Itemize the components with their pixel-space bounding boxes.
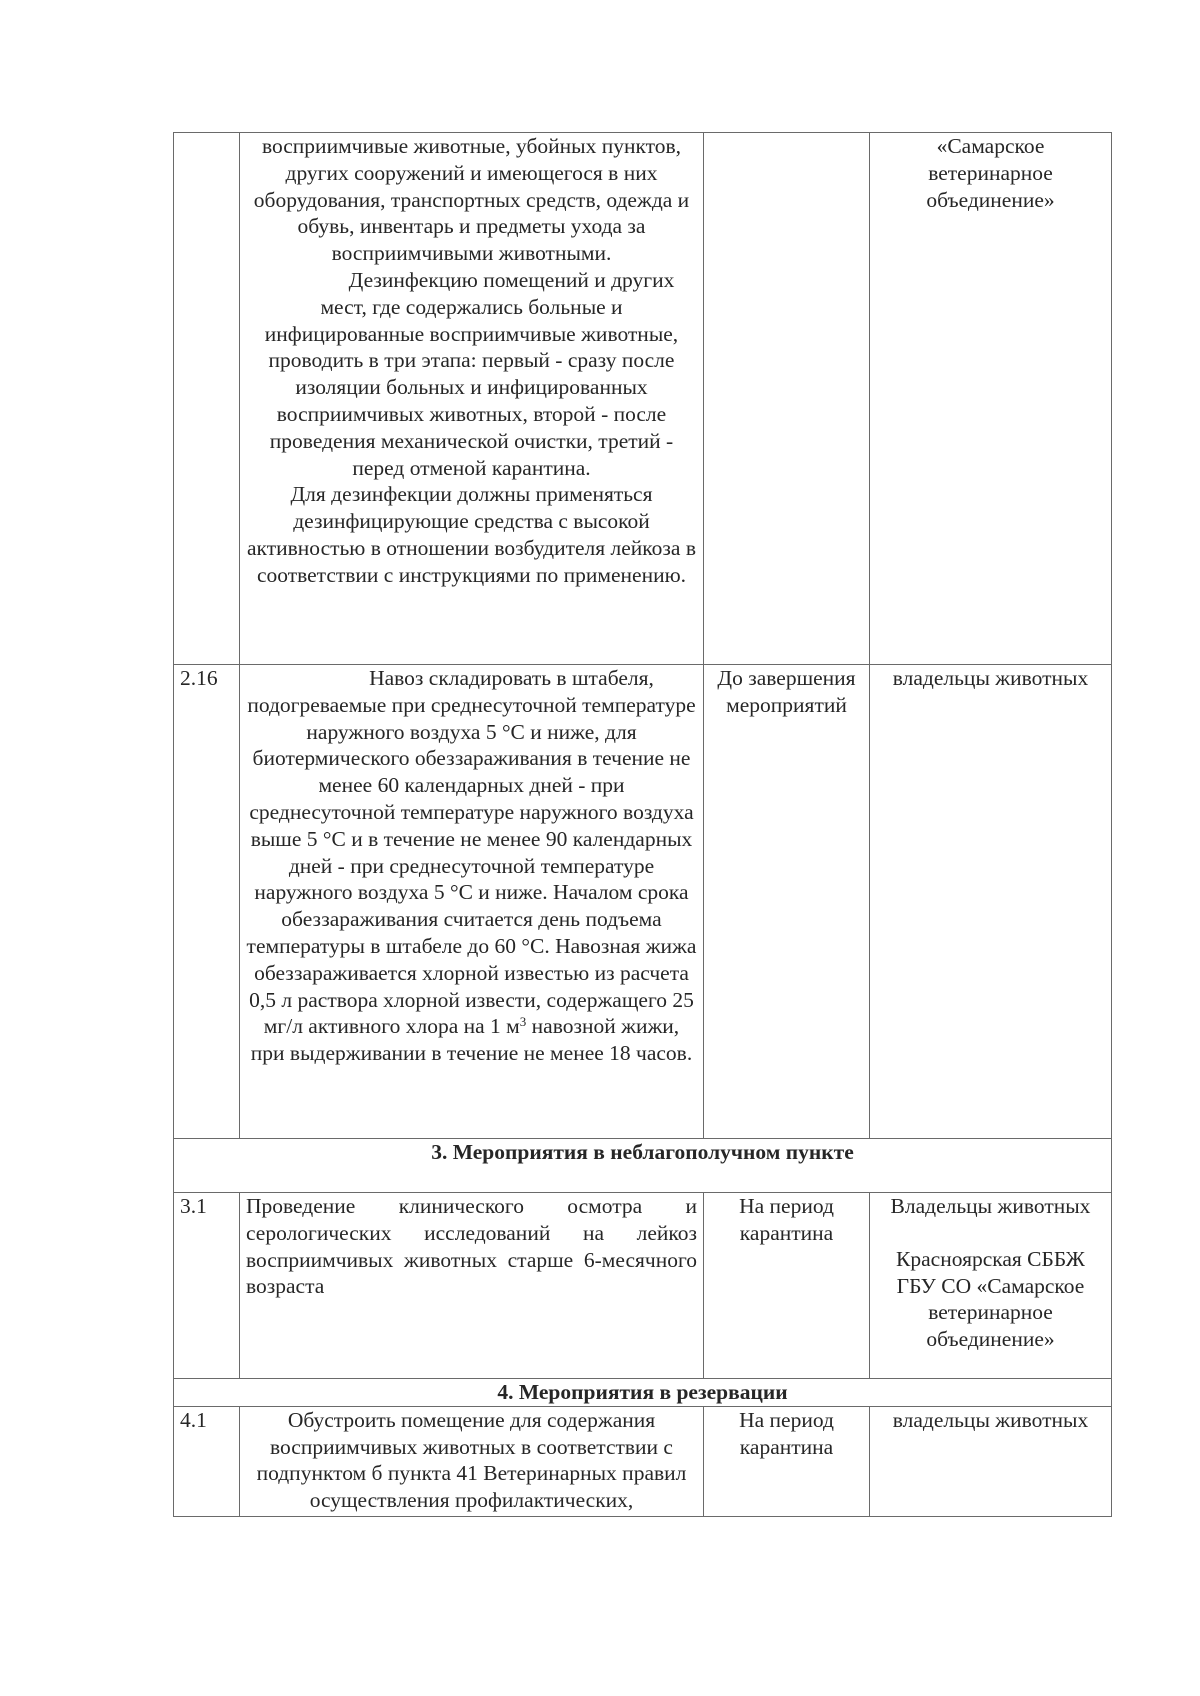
responsible-service: Красноярская СББЖ ГБУ СО «Самарское ветеринарное объединение» [896, 1246, 1085, 1352]
responsible-cell: «Самарское ветеринарное объединение» [870, 133, 1112, 665]
responsible-cell: владельцы животных [870, 1406, 1112, 1516]
spacer [876, 1220, 1105, 1246]
table-row-4-1 [174, 1406, 1112, 1516]
table-row-continuation [174, 133, 1112, 665]
section-heading-row [174, 1379, 1112, 1407]
row-number-cell: 4.1 [174, 1406, 240, 1516]
table-row-2-16 [174, 665, 1112, 1139]
measures-table [173, 132, 1112, 1517]
term-cell: На период карантина [704, 1406, 870, 1516]
superscript-cubed: 3 [519, 1014, 527, 1030]
row-number-cell: 3.1 [174, 1193, 240, 1379]
responsible-owner: Владельцы животных [890, 1194, 1091, 1218]
description-cell [240, 665, 704, 1139]
description-paragraph: Для дезинфекции должны применяться дезинфицирующие средства с высокой активностью в отношении возбудителя лейкоза в соответствии с инструкциями по применению. [247, 482, 696, 587]
section-heading-row [174, 1139, 1112, 1193]
description-paragraph: восприимчивые животные, убойных пунктов, других сооружений и имеющегося в них оборудования, транспортных средств, одежда и обувь, инвентарь и предметы ухода за восприимчивыми животными. [253, 134, 690, 266]
description-paragraph: Дезинфекцию помещений и других мест, где содержались больные и инфицированные восприимчивые животные, проводить в три этапа: первый - сразу после изоляции больных и инфицированных восприимчивых животных, второй - после проведения механической очистки, третий - перед отменой карантина. [264, 267, 679, 480]
description-cell [240, 133, 704, 665]
term-cell: До завершения мероприятий [704, 665, 870, 1139]
description-text: навозной жижи, при выдерживании в течение не менее 18 часов. [250, 1014, 693, 1066]
row-number-cell [174, 133, 240, 665]
term-cell [704, 133, 870, 665]
table-row-3-1 [174, 1193, 1112, 1379]
description-cell: Обустроить помещение для содержания восприимчивых животных в соответствии с подпунктом б пункта 41 Ветеринарных правил осуществления профилактических, [240, 1406, 704, 1516]
description-cell: Проведение клинического осмотра и серологических исследований на лейкоз восприимчивых животных старше 6-месячного возраста [240, 1193, 704, 1379]
row-number-cell: 2.16 [174, 665, 240, 1139]
responsible-cell [870, 1193, 1112, 1379]
responsible-cell: владельцы животных [870, 665, 1112, 1139]
description-paragraph [246, 665, 697, 1067]
term-cell: На период карантина [704, 1193, 870, 1379]
section-title: 3. Мероприятия в неблагополучном пункте [174, 1139, 1112, 1193]
description-text: Навоз складировать в штабеля, подогреваемые при среднесуточной температуре наружного воздуха 5 °С и ниже, для биотермического обеззараживания в течение не менее 60 календарных дней - при среднесуточной температуре наружного воздуха выше 5 °С и в течение не менее 90 календарных дней - при среднесуточной температуре наружного воздуха 5 °С и ниже. Началом срока обеззараживания считается день подъема температуры в штабеле до 60 °С. Навозная жижа обеззараживается хлорной известью из расчета 0,5 л раствора хлорной извести, содержащего 25 мг/л активного хлора на 1 м [246, 666, 697, 1039]
section-title: 4. Мероприятия в резервации [174, 1379, 1112, 1407]
